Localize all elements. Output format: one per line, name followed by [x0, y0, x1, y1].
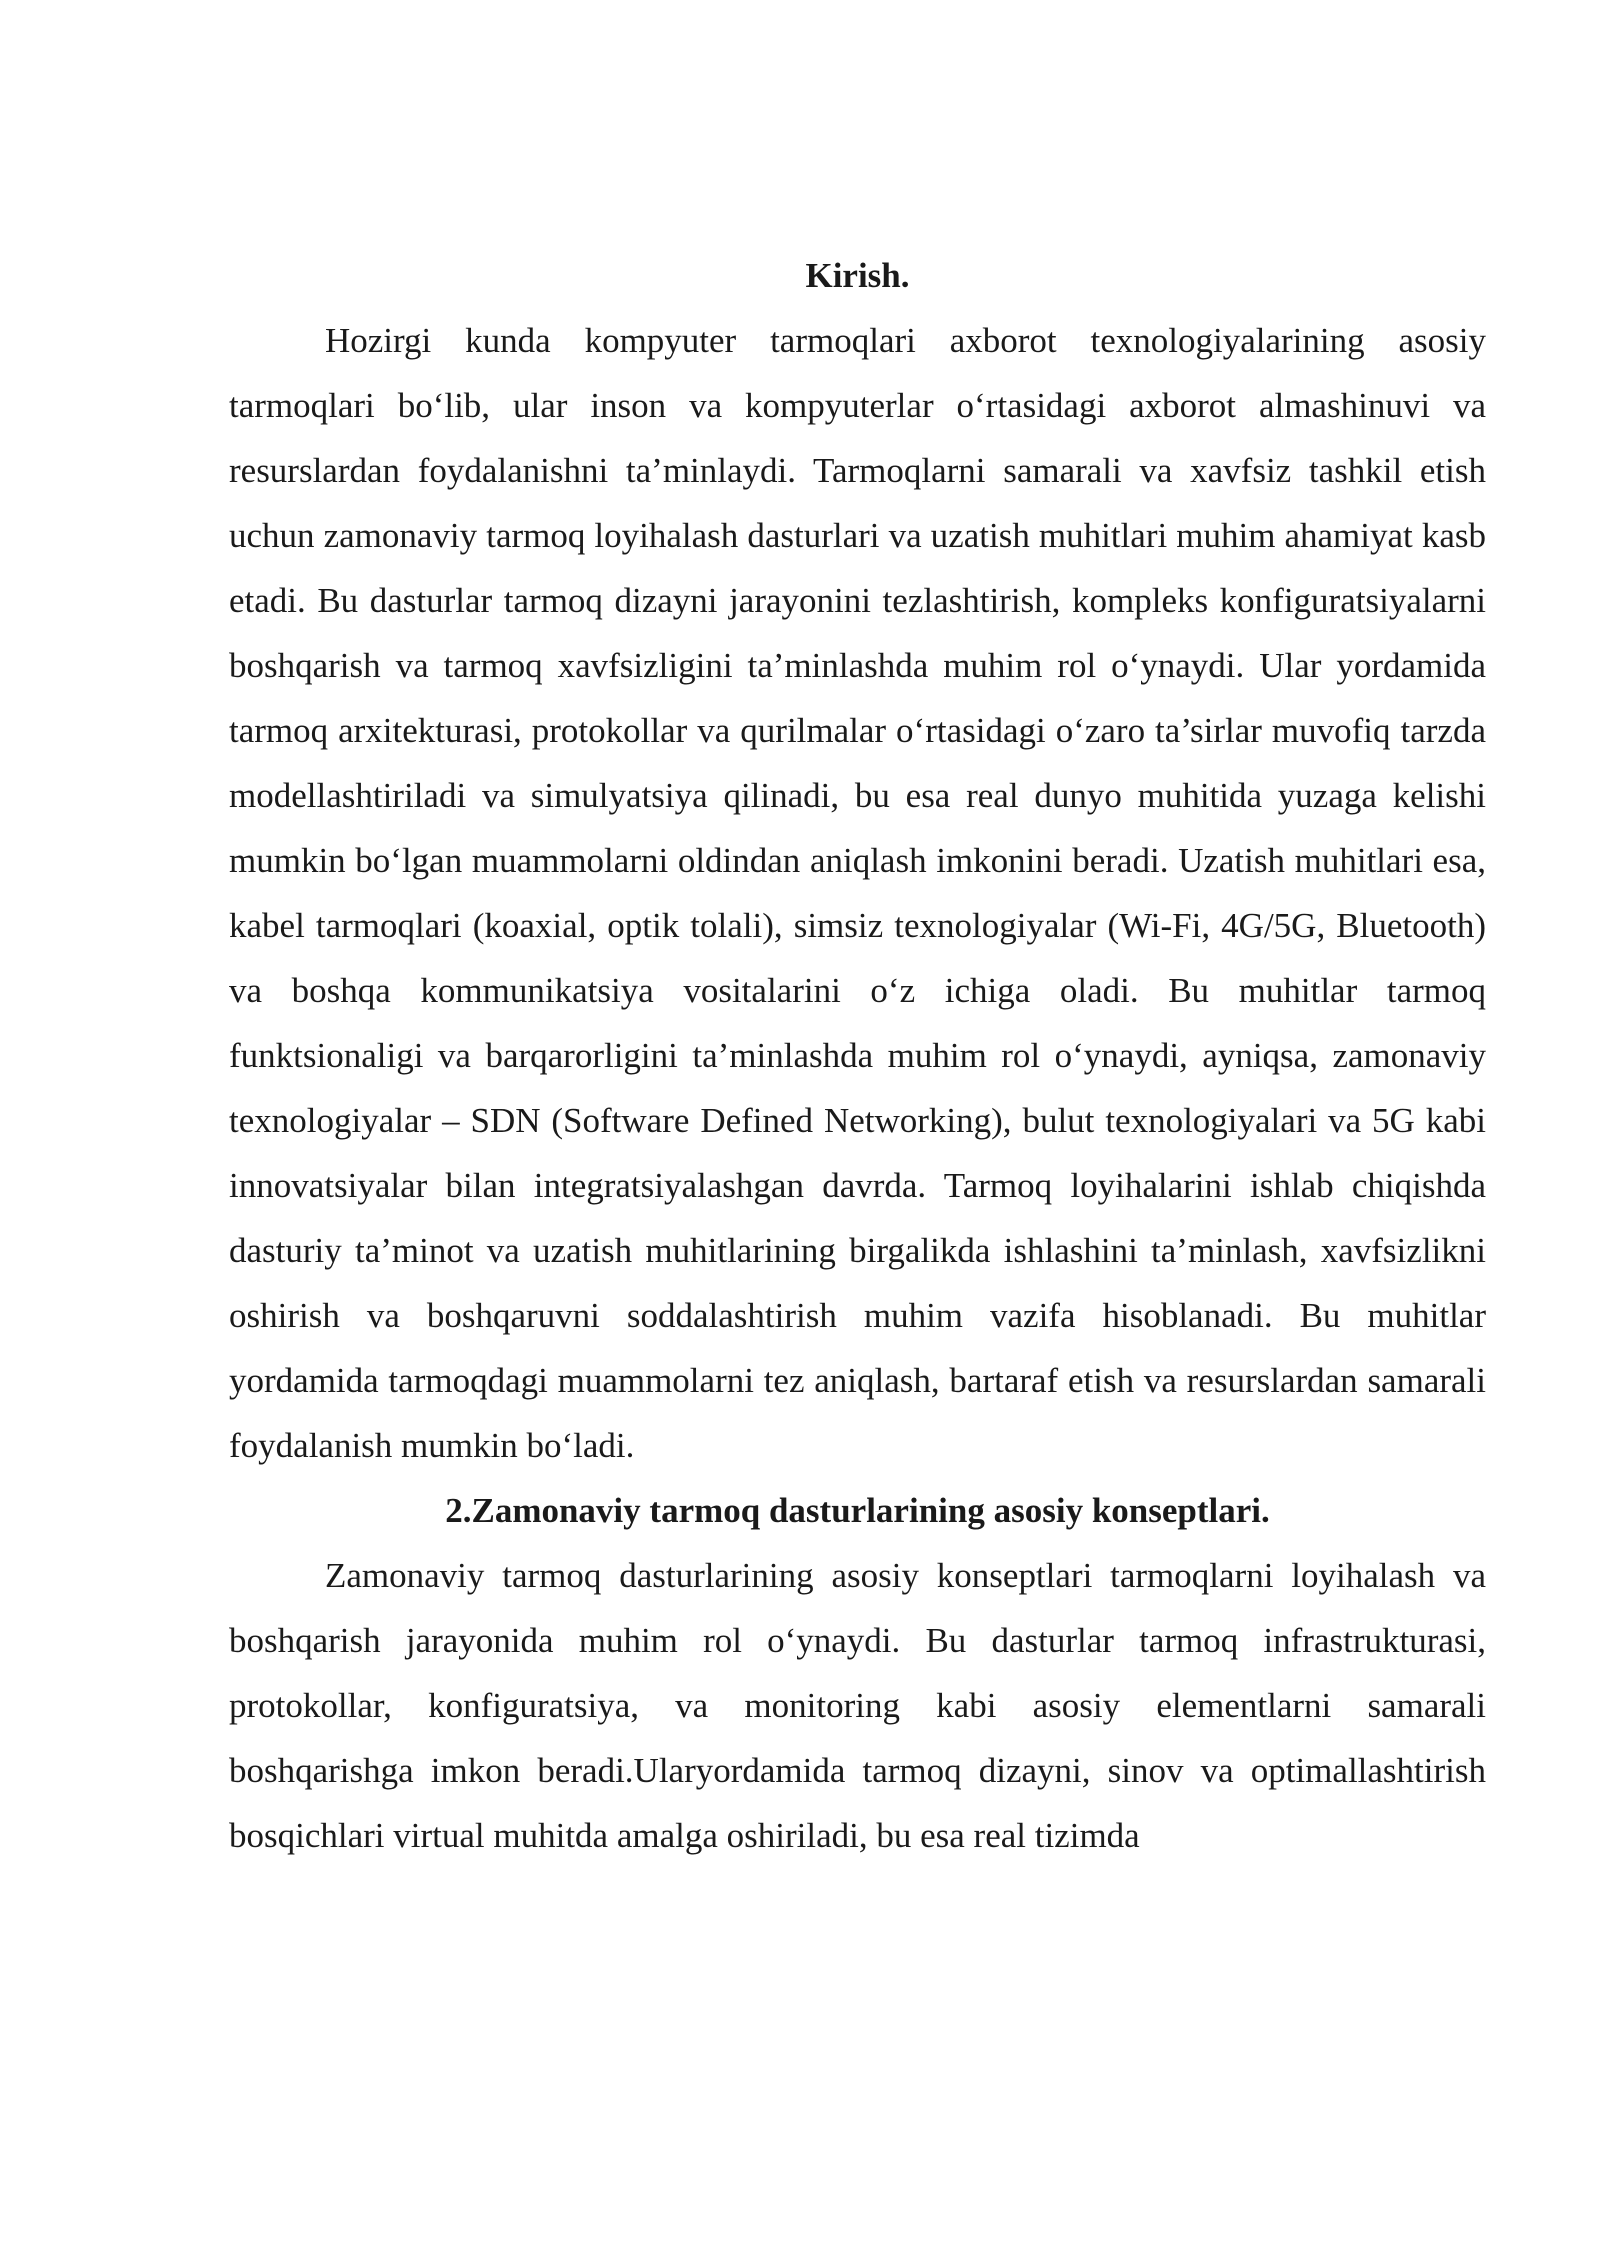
section-paragraph: Zamonaviy tarmoq dasturlarining asosiy konseptlari tarmoqlarni loyihalash va boshqarish jarayonida muhim rol o‘ynaydi. Bu dasturlar tarmoq infrastrukturasi, protokollar, konfiguratsiya, va monitoring kabi asosiy elementlarni samarali boshqarishga imkon beradi.Ularyordamida tarmoq dizayni, sinov va optimallashtirish bosqichlari virtual muhitda amalga oshiriladi, bu esa real tizimda — [229, 1556, 1486, 1855]
section-heading: 2.Zamonaviy tarmoq dasturlarining asosiy konseptlari. — [445, 1491, 1270, 1530]
page-content — [229, 243, 1486, 1868]
intro-heading: Kirish. — [805, 256, 910, 295]
intro-paragraph: Hozirgi kunda kompyuter tarmoqlari axborot texnologiyalarining asosiy tarmoqlari bo‘lib, ular inson va kompyuterlar o‘rtasidagi axborot almashinuvi va resurslardan foydalanishni ta’minlaydi. Tarmoqlarni samarali va xavfsiz tashkil etish uchun zamonaviy tarmoq loyihalash dasturlari va uzatish muhitlari muhim ahamiyat kasb etadi. Bu dasturlar tarmoq dizayni jarayonini tezlashtirish, kompleks konfiguratsiyalarni boshqarish va tarmoq xavfsizligini ta’minlashda muhim rol o‘ynaydi. Ular yordamida tarmoq arxitekturasi, protokollar va qurilmalar o‘rtasidagi o‘zaro ta’sirlar muvofiq tarzda modellashtiriladi va simulyatsiya qilinadi, bu esa real dunyo muhitida yuzaga kelishi mumkin bo‘lgan muammolarni oldindan aniqlash imkonini beradi. Uzatish muhitlari esa, kabel tarmoqlari (koaxial, optik tolali), simsiz texnologiyalar (Wi-Fi, 4G/5G, Bluetooth) va boshqa kommunikatsiya vositalarini o‘z ichiga oladi. Bu muhitlar tarmoq funktsionaligi va barqarorligini ta’minlashda muhim rol o‘ynaydi, ayniqsa, zamonaviy texnologiyalar – SDN (Software Defined Networking), bulut texnologiyalari va 5G kabi innovatsiyalar bilan integratsiyalashgan davrda. Tarmoq loyihalarini ishlab chiqishda dasturiy ta’minot va uzatish muhitlarining birgalikda ishlashini ta’minlash, xavfsizlikni oshirish va boshqaruvni soddalashtirish muhim vazifa hisoblanadi. Bu muhitlar yordamida tarmoqdagi muammolarni tez aniqlash, bartaraf etish va resurslardan samarali foydalanish mumkin bo‘ladi. — [229, 321, 1486, 1465]
